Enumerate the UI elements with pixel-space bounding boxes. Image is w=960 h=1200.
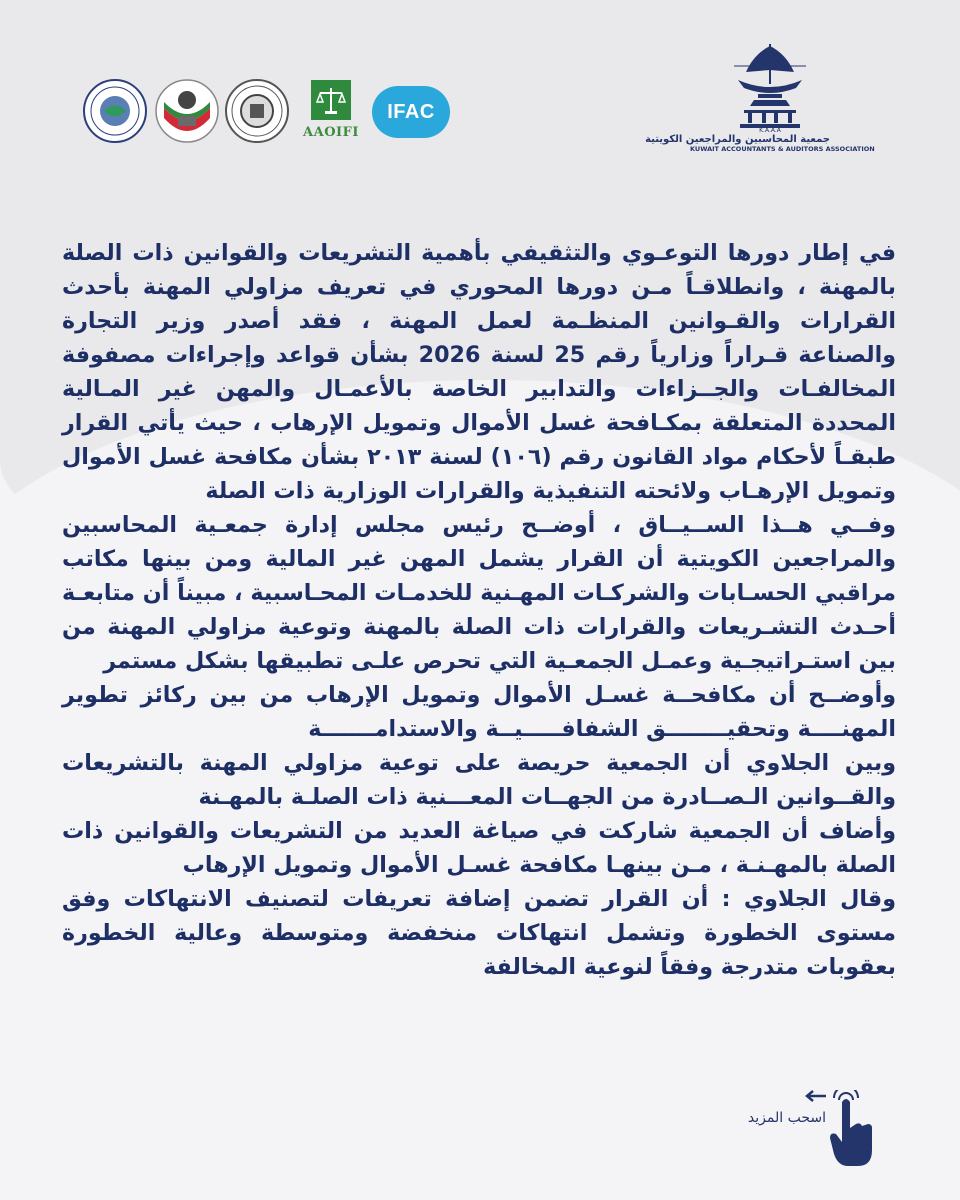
ifac-logo: IFAC	[372, 86, 450, 138]
swipe-hand-icon	[828, 1090, 876, 1168]
arrow-left-icon	[804, 1090, 826, 1102]
partner-seal-3-logo	[224, 78, 290, 144]
article-paragraph: في إطار دورها التوعـوي والتثقيفي بأهمية التشريعات والقوانين ذات الصلة بالمهنة ، وانطلاقـاً مـن دورها المحوري في تعريف مزاولي المهنة بأحدث القرارات والقـوانين المنظـمة لعمل المهنة ، فقد أصدر وزير التجارة والصناعة قـراراً وزارياً رقم 25 لسنة 2026 بشأن قواعد وإجراءات مصفوفة المخالفـات والجــزاءات والتدابير الخاصة بالأعمـال والمهن غير المـالية المحددة المتعلقة بمكـافحة غسل الأموال وتمويل الإرهاب ، حيث يأتي القرار طبقـاً لأحكام مواد القانون رقم (١٠٦) لسنة ٢٠١٣ بشأن مكافحة غسل الأموال وتمويل الإرهـاب ولائحته التنفيذية والقرارات الوزارية ذات الصلة	[62, 240, 896, 504]
dhow-ship-icon	[724, 40, 816, 132]
article-paragraph: وأضاف أن الجمعية شاركت في صياغة العديد من التشريعات والقوانين ذات الصلة بالمهـنـة ، مـن بينهـا مكافحة غسـل الأموال وتمويل الإرهاب	[62, 818, 896, 878]
article-paragraph: وأوضــح أن مكافحــة غسـل الأموال وتمويل الإرهاب من بين ركائز تطوير المهنــــة وتحقيــــــــق الشفافـــــيــة والاستدامـــــــة	[62, 682, 896, 742]
partner-seal-1-logo	[82, 78, 148, 144]
association-logo	[645, 40, 875, 180]
association-name-en: KUWAIT ACCOUNTANTS & AUDITORS ASSOCIATION	[690, 145, 875, 153]
svg-text:K.A.A.A: K.A.A.A	[759, 127, 781, 132]
aaoifi-logo	[300, 80, 362, 146]
aaoifi-label: AAOIFI	[303, 125, 359, 140]
article-body	[62, 236, 896, 984]
article-paragraph: وفــي هــذا الســيــاق ، أوضــح رئيس مجلس إدارة جمعـية المحاسبين والمراجعين الكويتية أن القرار يشمل المهن غير المالية ومن بينها مكاتب مراقبي الحسـابات والشركـات المهـنية للخدمـات المحـاسبية ، مبيناً أن متابعـة أحـدث التشـريعات والقرارات ذات الصلة بالمهنة وتوعية مزاولي المهنة من بين استـراتيجـية وعمـل الجمعـية التي تحرص علـى تطبيقها بشكل مستمر	[62, 512, 896, 674]
swipe-more-label: اسحب المزيد	[747, 1110, 826, 1126]
article-paragraph: وقال الجلاوي : أن القرار تضمن إضافة تعريفات لتصنيف الانتهاكات وفق مستوى الخطورة وتشمل انتهاكات منخفضة ومتوسطة وعالية الخطورة بعقوبات متدرجة وفقاً لنوعية المخالفة	[62, 886, 896, 980]
association-name-ar: جمعية المحاسبين والمراجعين الكويتية	[645, 134, 830, 145]
partner-seal-2-logo	[154, 78, 220, 144]
swipe-more-hint[interactable]	[736, 1090, 886, 1170]
partner-logos	[82, 78, 452, 148]
article-paragraph: وبين الجلاوي أن الجمعية حريصة على توعية مزاولي المهنة بالتشريعات والقــوانين الـصــادرة من الجهــات المعـــنية ذات الصلـة بالمهـنة	[62, 750, 896, 810]
header	[0, 0, 960, 200]
aaoifi-scales-icon	[311, 80, 351, 120]
